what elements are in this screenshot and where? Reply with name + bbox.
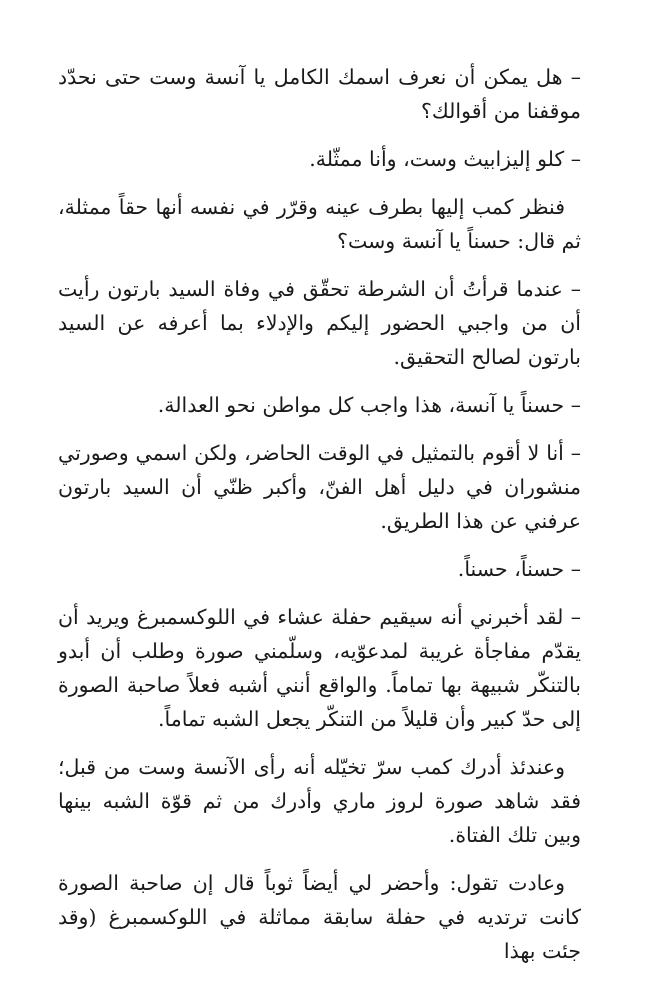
paragraph-dialog-good-good: – حسناً، حسناً. [457,557,581,581]
paragraph-dialog-dinner-party: – لقد أخبرني أنه سيقيم حفلة عشاء في اللوكسمبرغ ويريد أن يقدّم مفاجأة غريبة لمدعوّيه، وسلّمني صورة وطلب أن أبدو بالتنكّر شبيهة بها تماماً. والواقع أنني أشبه فعلاً صاحبة الصورة إلى حدّ كبير وأن قليلاً من التنكّر يجعل الشبه تماماً. [58,605,581,731]
paragraph-dialog-police-investigation: – عندما قرأتُ أن الشرطة تحقّق في وفاة السيد بارتون رأيت أن من واجبي الحضور إليكم والإدلاء بما أعرفه عن السيد بارتون لصالح التحقيق. [58,277,581,369]
paragraph-narration-kemp-realizes: وعندئذ أدرك كمب سرّ تخيّله أنه رأى الآنسة وست من قبل؛ فقد شاهد صورة لروز ماري وأدرك من ثم قوّة الشبه بينها وبين تلك الفتاة. [58,755,581,847]
paragraph-dialog-citizen-duty: – حسناً يا آنسة، هذا واجب كل مواطن نحو العدالة. [157,393,581,417]
paragraph-narration-kemp-looks: فنظر كمب إليها بطرف عينه وقرّر في نفسه أنها حقاً ممثلة، ثم قال: حسناً يا آنسة وست؟ [58,195,581,253]
paragraph-dialog-full-name-question: – هل يمكن أن نعرف اسمك الكامل يا آنسة وست حتى نحدّد موقفنا من أقوالك؟ [58,65,581,123]
paragraph-narration-dress: وعادت تقول: وأحضر لي أيضاً ثوباً قال إن صاحبة الصورة كانت ترتديه في حفلة سابقة مماثلة في اللوكسمبرغ (وقد جئت بهذا [58,871,581,963]
paragraph-dialog-not-acting: – أنا لا أقوم بالتمثيل في الوقت الحاضر، ولكن اسمي وصورتي منشوران في دليل أهل الفنّ، وأكبر ظنّي أن السيد بارتون عرفني عن هذا الطريق. [58,441,581,533]
paragraph-dialog-name-answer: – كلو إليزابيث وست، وأنا ممثّلة. [309,147,581,171]
